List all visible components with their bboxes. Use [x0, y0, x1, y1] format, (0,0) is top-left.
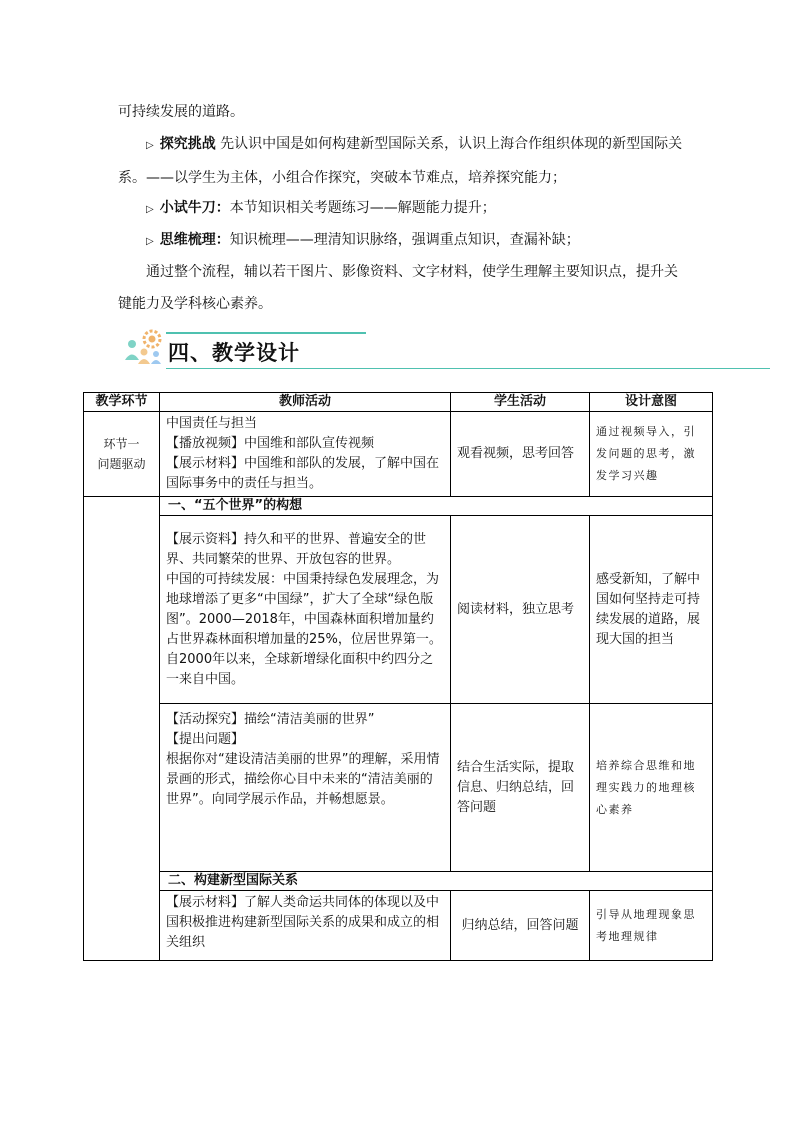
table-row: [84, 412, 713, 497]
heading-underline: [166, 368, 770, 369]
section-title: 一、“五个世界”的构想: [160, 497, 713, 516]
table-row: [84, 704, 713, 872]
teacher-activity-text: 中国责任与担当: [166, 416, 258, 431]
teacher-activity-cell: [160, 516, 451, 704]
page-title: 四、教学设计: [168, 341, 300, 365]
closing-paragraph: 通过整个流程，辅以若干图片、影像资料、文字材料，使学生理解主要知识点，提升关键能力及学科核心素养。: [118, 264, 678, 312]
teacher-activity-text: 【提出问题】: [166, 732, 245, 747]
teacher-activity-text: 【活动探究】描绘“清洁美丽的世界”: [166, 712, 375, 727]
triangle-bullet-icon: ▷: [146, 236, 154, 247]
header-teacher: 教师活动: [160, 393, 451, 412]
triangle-bullet-icon: ▷: [146, 140, 154, 151]
header-stage: 教学环节: [84, 393, 160, 412]
stage-cell-empty: [84, 497, 160, 961]
bullet-text: 先认识中国是如何构建新型国际关系，认识上海合作组织体现的新型国际关系。——以学生为主体，小组合作探究，突破本节难点，培养探究能力；: [118, 136, 683, 186]
teacher-activity-text: 自2000年以来，全球新增绿化面积中约四分之一来自中国。: [166, 651, 434, 687]
design-intent-cell: 感受新知，了解中国如何坚持走可持续发展的道路，展现大国的担当: [590, 516, 713, 704]
section-row: [84, 872, 713, 891]
lesson-design-table: [83, 392, 713, 961]
stage-label: 环节一: [103, 437, 140, 451]
teacher-activity-cell: [160, 412, 451, 497]
section-title: 二、构建新型国际关系: [160, 872, 713, 891]
bullet-explore: [118, 128, 688, 194]
heading-top-rule: [166, 332, 366, 334]
student-activity-cell: 观看视频，思考回答: [451, 412, 590, 497]
teacher-activity-text: 【展示资料】持久和平的世界、普遍安全的世界、共同繁荣的世界、开放包容的世界。: [166, 531, 427, 567]
design-intent-cell: 引导从地理现象思考地理规律: [590, 891, 713, 961]
design-intent-cell: 通过视频导入，引发问题的思考，激发学习兴趣: [590, 412, 713, 497]
bullet-label: 思维梳理：: [159, 232, 230, 248]
header-student: 学生活动: [451, 393, 590, 412]
bullet-label: 小试牛刀：: [159, 200, 230, 216]
teacher-activity-text: 中国的可持续发展：中国秉持绿色发展理念，为地球增添了更多“中国绿”，扩大了全球“绿色版图”。2000—2018年，中国森林面积增加量约占世界森林面积增加量的25%，位居世界第一。: [166, 571, 442, 647]
section-row: [84, 497, 713, 516]
bullet-text: 本节知识相关考题练习——解题能力提升；: [229, 200, 496, 216]
header-intent: 设计意图: [590, 393, 713, 412]
student-activity-cell: 阅读材料，独立思考: [451, 516, 590, 704]
teacher-activity-text: 根据你对“建设清洁美丽的世界”的理解，采用情景画的形式，描绘你心目中未来的“清洁美丽的世界”。向同学展示作品，并畅想愿景。: [166, 752, 440, 807]
bullet-summary: [118, 224, 688, 258]
stage-label: 问题驱动: [97, 457, 146, 471]
intro-line: 可持续发展的道路。: [118, 104, 244, 120]
table-header-row: [84, 393, 713, 412]
student-activity-cell: 结合生活实际，提取信息、归纳总结，回答问题: [451, 704, 590, 872]
teacher-activity-cell: [160, 704, 451, 872]
triangle-bullet-icon: ▷: [146, 204, 154, 215]
teacher-activity-text: 【播放视频】中国维和部队宣传视频: [166, 436, 375, 451]
people-gear-icon: [122, 326, 164, 366]
student-activity-cell: 归纳总结，回答问题: [451, 891, 590, 961]
design-intent-cell: 培养综合思维和地理实践力的地理核心素养: [590, 704, 713, 872]
table-row: [84, 891, 713, 961]
stage-cell: [84, 412, 160, 497]
teacher-activity-cell: 【展示材料】了解人类命运共同体的体现以及中国积极推进构建新型国际关系的成果和成立的相关组织: [160, 891, 451, 961]
table-row: [84, 516, 713, 704]
bullet-label: 探究挑战: [159, 136, 216, 152]
bullet-text: 知识梳理——理清知识脉络，强调重点知识，查漏补缺；: [229, 232, 580, 248]
bullet-practice: [118, 192, 688, 226]
section-heading: [122, 324, 770, 372]
teacher-activity-text: 【展示材料】中国维和部队的发展，了解中国在国际事务中的责任与担当。: [166, 456, 440, 491]
